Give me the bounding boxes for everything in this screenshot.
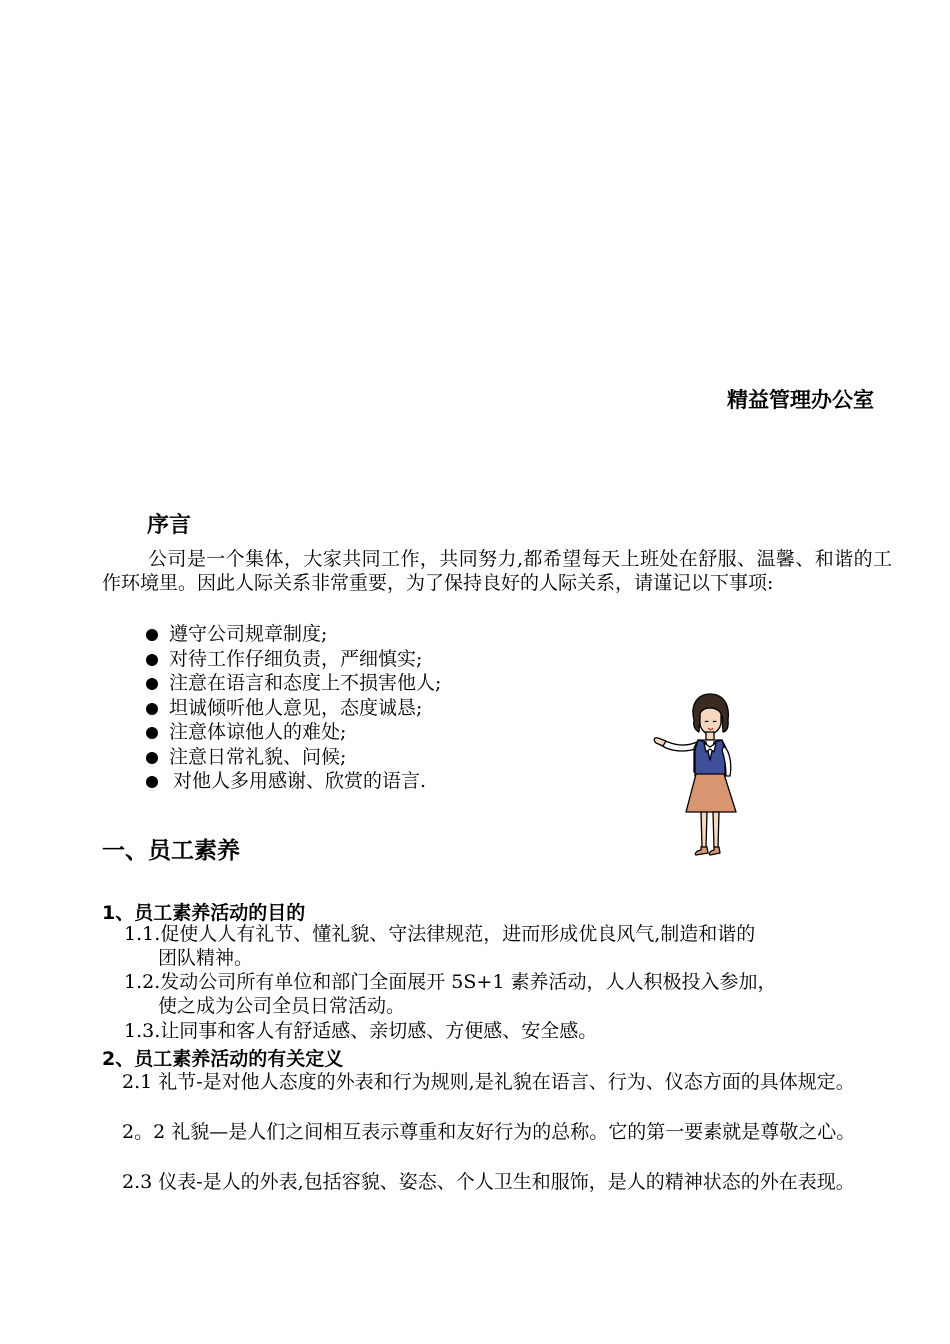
list-item: 注意日常礼貌、问候; [145, 745, 441, 770]
preface-intro: 公司是一个集体，大家共同工作，共同努力,都希望每天上班处在舒服、温馨、和谐的工作环境里。因此人际关系非常重要，为了保持良好的人际关系，请谨记以下事项: [102, 548, 892, 594]
list-item-1-1 [124, 922, 892, 970]
preface-bullet-list [145, 622, 441, 794]
definition-appearance: 2.3 仪表-是人的外表,包括容貌、姿态、个人卫生和服饰，是人的精神状态的外在表现。 [122, 1171, 855, 1193]
list-item: 遵守公司规章制度; [145, 622, 441, 647]
item-line: 1.3.让同事和客人有舒适感、亲切感、方便感、安全感。 [124, 1020, 598, 1042]
subheading-purpose: 1、员工素养活动的目的 [102, 902, 306, 924]
list-item: 注意体谅他人的难处; [145, 720, 441, 745]
list-item: 注意在语言和态度上不损害他人; [145, 671, 441, 696]
item-line: 1.2.发动公司所有单位和部门全面展开 5S+1 素养活动，人人积极投入参加， [124, 971, 777, 993]
list-item-1-2 [124, 970, 892, 1018]
list-item-1-3 [124, 1019, 892, 1043]
presenter-woman-illustration [650, 690, 750, 865]
item-line-continued: 使之成为公司全员日常活动。 [158, 995, 406, 1017]
list-item: 坦诚倾听他人意见，态度诚恳; [145, 696, 441, 721]
list-item: 对待工作仔细负责，严细慎实; [145, 647, 441, 672]
preface-title: 序言 [147, 513, 192, 538]
woman-figure [654, 694, 736, 855]
item-line: 1.1.促使人人有礼节、懂礼貌、守法律规范，进而形成优良风气,制造和谐的 [124, 923, 756, 945]
office-name: 精益管理办公室 [727, 388, 874, 412]
item-line-continued: 团队精神。 [158, 947, 254, 969]
definition-etiquette: 2.1 礼节-是对他人态度的外表和行为规则,是礼貌在语言、行为、仪态方面的具体规定。 [122, 1071, 855, 1093]
list-item: 对他人多用感谢、欣赏的语言. [145, 769, 441, 794]
subheading-definitions: 2、员工素养活动的有关定义 [102, 1048, 344, 1070]
definition-courtesy: 2。2 礼貌—是人们之间相互表示尊重和友好行为的总称。它的第一要素就是尊敬之心。 [122, 1121, 856, 1143]
section-heading-employee-quality: 一、员工素养 [102, 838, 240, 864]
